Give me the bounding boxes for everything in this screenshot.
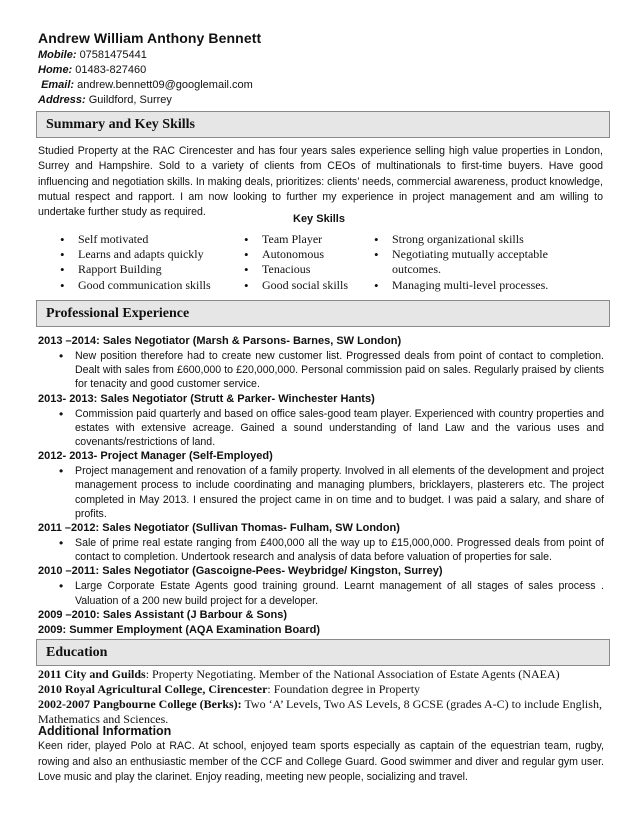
experience-list [38, 334, 604, 638]
job-bullets [38, 349, 604, 392]
job-title: 2012- 2013- Project Manager (Self-Employed) [38, 450, 273, 463]
education-institution: 2011 City and Guilds [38, 667, 146, 681]
education-institution: 2010 Royal Agricultural College, Cirencester [38, 682, 268, 696]
job-bullets [38, 464, 604, 521]
key-skills-title: Key Skills [293, 213, 345, 225]
home-value: 01483-827460 [75, 64, 147, 76]
education-heading: Education [46, 645, 108, 660]
skill-item: • Strong organizational skills [374, 232, 574, 247]
address-value: Guildford, Surrey [88, 94, 172, 106]
skill-item: • Negotiating mutually acceptable outcomes. [374, 247, 574, 277]
home-label: Home: [38, 64, 73, 76]
job-bullet: • Sale of prime real estate ranging from £400,000 all the way up to £15,000,000. Progressed deals from point of contact to completion. Undertook research and analysis of data before valuation of properties for sale. [38, 536, 604, 564]
summary-section-bar [36, 111, 610, 138]
job-bullets [38, 407, 604, 450]
job-bullets [38, 536, 604, 564]
summary-heading: Summary and Key Skills [46, 117, 195, 132]
additional-info [38, 723, 604, 786]
additional-heading: Additional Information [38, 724, 172, 738]
skills-column-3 [374, 232, 574, 293]
job-title: 2009 –2010: Sales Assistant (J Barbour & Sons) [38, 608, 288, 621]
address-line [38, 93, 261, 108]
skill-item: • Good communication skills [60, 278, 235, 293]
skill-item: • Good social skills [244, 278, 364, 293]
education-list [38, 667, 604, 727]
skills-column-2 [244, 232, 364, 293]
home-line [38, 63, 261, 78]
job-title: 2013 –2014: Sales Negotiator (Marsh & Parsons- Barnes, SW London) [38, 335, 402, 347]
job-title: 2009: Summer Employment (AQA Examination Board) [38, 623, 320, 636]
education-section-bar [36, 639, 610, 666]
email-line [38, 78, 261, 93]
email-value: andrew.bennett09@googlemail.com [77, 79, 253, 91]
mobile-label: Mobile: [38, 49, 77, 61]
education-row [38, 682, 604, 697]
experience-section-bar [36, 300, 610, 327]
skill-item: • Self motivated [60, 232, 235, 247]
experience-heading: Professional Experience [46, 306, 190, 321]
summary-text: Studied Property at the RAC Cirencester and has four years sales experience selling high value properties in London, Surrey and Hampshire. Sold to a variety of clients from CEOs of multinationals to first-time buyers. Have good influencing and negotiation skills. In making deals, prioritizes: clients’ needs, commercial awareness, product knowledge, mutual respect and rapport. I am now looking to further my experience in project management and am willing to undertake further study as required. [38, 145, 603, 219]
job-bullets [38, 579, 604, 607]
address-label: Address: [38, 94, 86, 106]
education-detail: : Foundation degree in Property [267, 682, 421, 696]
skills-column-1 [60, 232, 235, 293]
education-detail: : Property Negotiating. Member of the National Association of Estate Agents (NAEA) [145, 667, 560, 681]
mobile-value: 07581475441 [79, 49, 147, 61]
email-label: Email: [41, 79, 75, 91]
additional-text: Keen rider, played Polo at RAC. At school, enjoyed team sports especially as captain of the equestrian team, rugby, rowing and also an enthusiastic member of the CCF and College Guard. Good swimmer and diver and regular gym user. Love music and play the clarinet. Enjoy reading, meeting new people, socializing and travel. [38, 740, 604, 783]
skill-item: • Learns and adapts quickly [60, 247, 235, 262]
job-title: 2010 –2011: Sales Negotiator (Gascoigne-Pees- Weybridge/ Kingston, Surrey) [38, 565, 443, 578]
education-detail: Two ‘A’ Levels, Two AS Levels, 8 GCSE (grades A-C) to include English, Mathematics and Sciences. [38, 697, 602, 726]
job-bullet: • Commission paid quarterly and based on office sales-good team player. Experienced with country properties and estates with extensive acreage. Gained a sound understanding of land Law and the various uses and covenants/restrictions of land. [38, 407, 604, 450]
mobile-line [38, 48, 261, 63]
skill-item: • Tenacious [244, 262, 364, 277]
skill-item: • Team Player [244, 232, 364, 247]
job-bullet: • New position therefore had to create new customer list. Progressed deals from point of contact to completion. Dealt with sales from £600,000 to £20,000,000. Personal commission paid on sales. Regularly praised by clients for tenacity and good customer service. [38, 349, 604, 392]
job-bullet: • Project management and renovation of a family property. Involved in all elements of the development and project management process to include coordinating and managing plumbers, bricklayers, plasterers etc. The project completed in May 2013. I ensured the project came in on time and to budget. I was paid a salary, and share of profits. [38, 464, 604, 521]
skill-item: • Managing multi-level processes. [374, 278, 574, 293]
job-title: 2011 –2012: Sales Negotiator (Sullivan Thomas- Fulham, SW London) [38, 522, 400, 535]
education-institution: 2002-2007 Pangbourne College (Berks): [38, 697, 242, 711]
job-title: 2013- 2013: Sales Negotiator (Strutt & Parker- Winchester Hants) [38, 392, 375, 405]
skill-item: • Rapport Building [60, 262, 235, 277]
education-row [38, 667, 604, 682]
contact-header [38, 30, 261, 108]
skill-item: • Autonomous [244, 247, 364, 262]
job-bullet: • Large Corporate Estate Agents good training ground. Learnt management of all stages of sales process . Valuation of a 200 new build project for a developer. [38, 579, 604, 607]
candidate-name: Andrew William Anthony Bennett [38, 30, 262, 46]
